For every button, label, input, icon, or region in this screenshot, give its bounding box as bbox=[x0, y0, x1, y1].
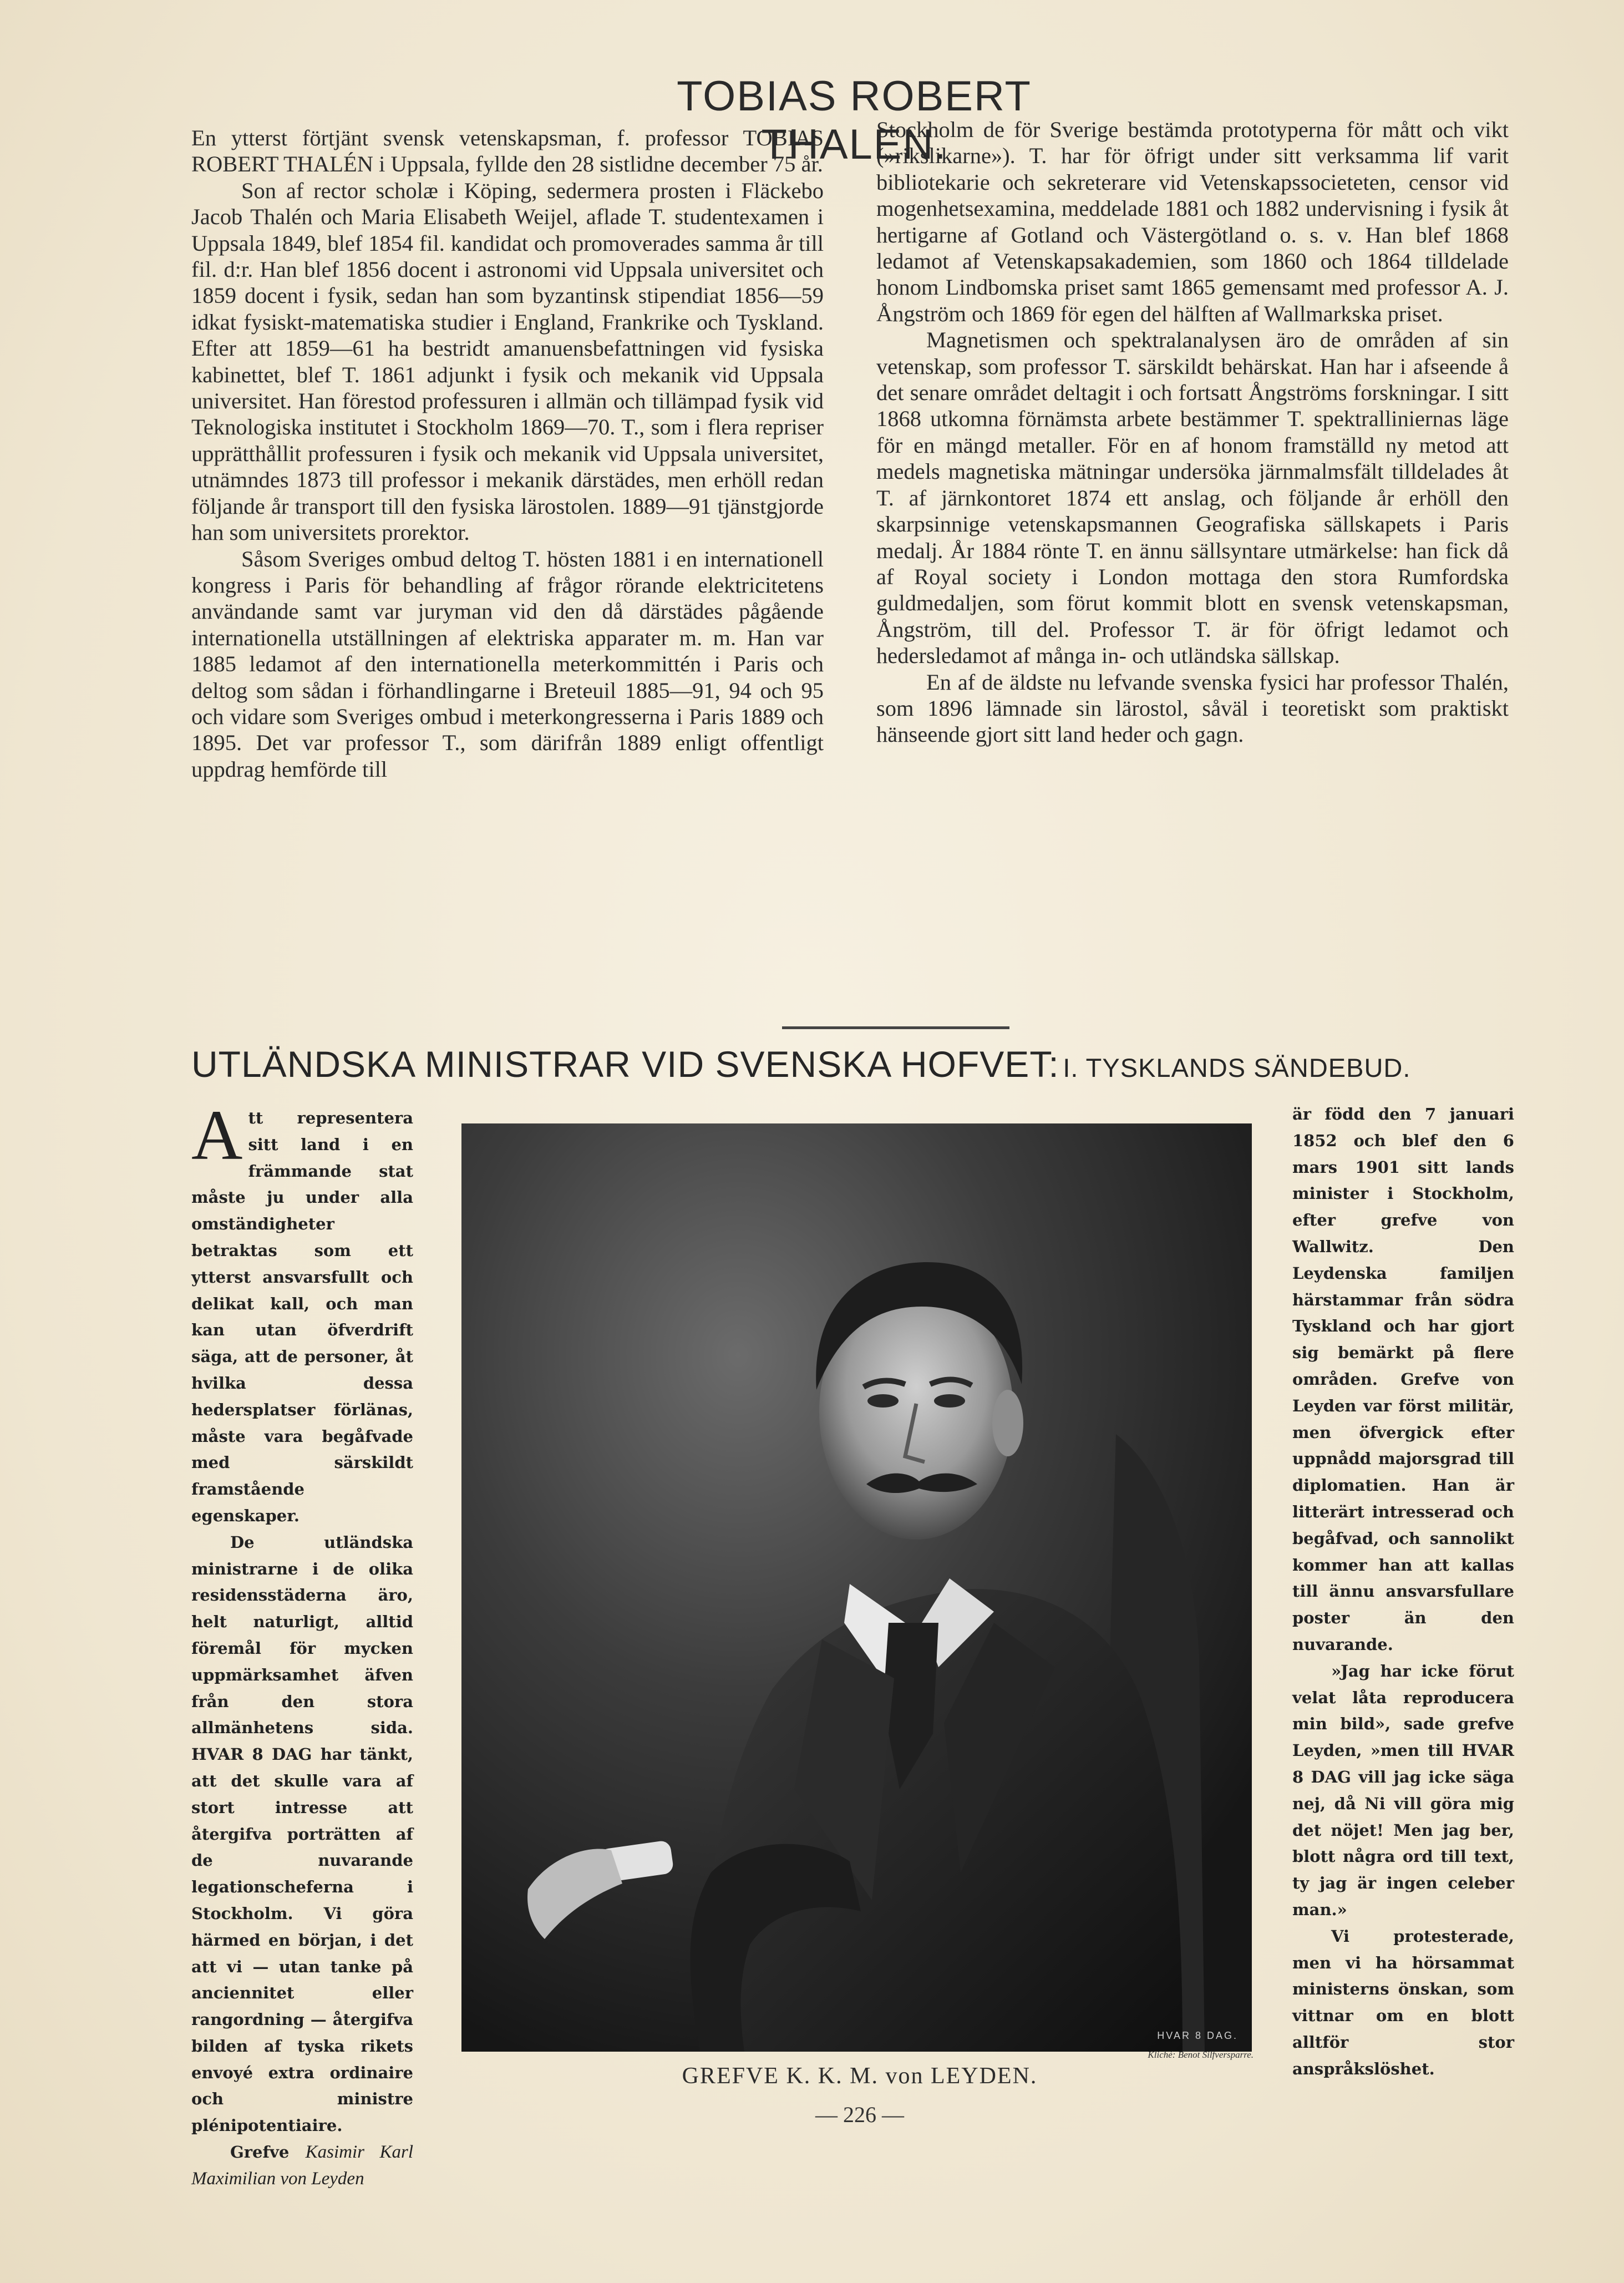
photo-caption: GREFVE K. K. M. von LEYDEN. bbox=[682, 2063, 1038, 2089]
narrow-column-right bbox=[1292, 1101, 1514, 2082]
paragraph bbox=[191, 2139, 413, 2193]
paragraph: Magnetismen och spektralanalysen äro de områden af sin vetenskap, som professor T. särskildt behärskat. Han har i afseende å det senare området deltagit i och fortsatt Ångströms forskningar. I sitt 1868 utkomna förnämsta arbete bestämmer T. spektralliniernas läge för en mängd metaller. För en af honom framställd ny metod att medels magnetiska mätningar undersöka järnmalmsfält tilldelades åt T. af järnkontoret 1874 ett anslag, och följande år erhöll den skarpsinnige vetenskapsmannen Geografiska sällskapets i Paris medalj. År 1884 rönte T. en ännu sällsyntare utmärkelse: han fick då af Royal society i London mottaga den stora Rumfordska guldmedaljen, som förut kommit blott en svensk vetenskapsman, Ångström, till del. Professor T. är för öfrigt ledamot och hedersledamot af många in- och utländska sällskap. bbox=[876, 327, 1509, 669]
article-title-ministrar bbox=[191, 1043, 1511, 1085]
paragraph-text: tt representera sitt land i en främmande stat måste ju under alla omständigheter betraktas som ett ytterst ansvarsfullt och delikat kall, och man kan utan öfverdrift säga, att de personer, åt hvilka dessa hedersplatser förlänas, måste vara begåfvade med särskildt framstående egenskaper. bbox=[191, 1108, 413, 1525]
portrait-photo bbox=[461, 1123, 1252, 2052]
paragraph: Såsom Sveriges ombud deltog T. hösten 1881 i en internationell kongress i Paris för behandling af frågor rörande elektricitetens användande samt var juryman vid den då därstädes pågående internationella utställningen af elektriska apparater m. m. Han var 1885 ledamot af den internationella meterkommittén i Paris och deltog som sådan i förhandlingarne i Breteuil 1885—91, 94 och 95 och vidare som Sveriges ombud i meterkongresserna i Paris 1889 och 1895. Det var professor T., som därifrån 1889 enligt offentligt uppdrag hemförde till bbox=[191, 546, 824, 782]
photo-credit: Kliché: Benot Silfversparre. bbox=[1148, 2049, 1253, 2060]
full-name: Kasimir Karl Maximilian von Leyden bbox=[191, 2142, 413, 2189]
page-number: — 226 — bbox=[815, 2102, 904, 2127]
paragraph: Stockholm de för Sverige bestämda prototyperna för mått och vikt (»rikslikarne»). T. har för öfrigt under sitt verksamma lif varit bibliotekarie och sekreterare vid Vetenskapssocieteten, censor vid mogenhetsexamina, meddelade 1881 och 1882 undervisning i fysik åt hertigarne af Gotland och Västergötland o. s. v. Han blef 1868 ledamot af Vetenskapsakademien, som 1860 och 1864 tilldelade honom Lindbomska priset samt 1865 gemensamt med professor A. J. Ångström och 1869 för egen del hälften af Wallmarkska priset. bbox=[876, 117, 1509, 326]
article-title-thalen: TOBIAS ROBERT THALEN. bbox=[677, 73, 1032, 168]
section-divider bbox=[782, 1026, 1009, 1029]
paragraph: Son af rector scholæ i Köping, sedermera prosten i Fläckebo Jacob Thalén och Maria Elisabeth Weijel, aflade T. studentexamen i Uppsala 1849, blef 1854 fil. kandidat och promoverades samma år till fil. d:r. Han blef 1856 docent i astronomi vid Uppsala universitet och 1859 docent i fysik, sedan han som byzantinsk stipendiat 1856—59 idkat fysiskt-matematiska studier i England, Frankrike och Tyskland. Efter att 1859—61 ha bestridt amanuensbefattningen vid fysiska kabinettet, blef T. 1861 adjunkt i fysik och mekanik vid Uppsala universitet. Han förestod professuren i allmän och tillämpad fysik vid Teknologiska institutet i Stockholm 1869—70. T., som i flera repriser upprätthållit professuren i fysik och mekanik vid Uppsala universitet, utnämndes 1873 till professor i mekanik därstädes, men erhöll redan följande år transport till den fysiska lärostolen. 1889—91 tjänstgjorde han som universitets prorektor. bbox=[191, 178, 824, 545]
paragraph bbox=[191, 1096, 413, 1530]
section-title-main: UTLÄNDSKA MINISTRAR VID SVENSKA HOFVET: bbox=[191, 1044, 1059, 1085]
paragraph: är född den 7 januari 1852 och blef den 6 mars 1901 sitt lands minister i Stockholm, efter grefve von Wallwitz. Den Leydenska familjen härstammar från södra Tyskland och har gjort sig bemärkt på flere områden. Grefve von Leyden var först militär, men öfvergick efter uppnådd majorsgrad till diplomatien. Han är litterärt intresserad och begåfvad, och sannolikt kommer han att kallas till ännu ansvarsfullare poster än den nuvarande. bbox=[1292, 1105, 1514, 1654]
article-column-left bbox=[191, 125, 824, 782]
paragraph: »Jag har icke förut velat låta reproducera min bild», sade grefve Leyden, »men till HVAR 8 DAG vill jag icke säga nej, då Ni vill göra mig det nöjet! Men jag ber, blott några ord till text, ty jag är ingen celeber man.» bbox=[1292, 1661, 1514, 1919]
photo-watermark: HVAR 8 DAG. bbox=[1157, 2030, 1238, 2041]
paragraph: De utländska ministrarne i de olika residensstäderna äro, helt naturligt, alltid föremål för mycken uppmärksamhet äfven från den stora allmänhetens sida. HVAR 8 DAG har tänkt, att det skulle vara af stort intresse att återgifva porträtten af de nuvarande legationscheferna i Stockholm. Vi göra härmed en början, i det att vi — utan tanke på anciennitet eller rangordning — återgifva bilden af tyska rikets envoyé extra ordinaire och ministre plénipotentiaire. bbox=[191, 1532, 413, 2135]
section-title-sub: I. TYSKLANDS SÄNDEBUD. bbox=[1063, 1053, 1411, 1082]
paragraph: En af de äldste nu lefvande svenska fysici har professor Thalén, som 1896 lämnade sin lärostol, såväl i teoretiskt som praktiskt hänseende gjort sitt land heder och gagn. bbox=[876, 669, 1509, 747]
name-prefix: Grefve bbox=[230, 2143, 290, 2162]
narrow-column-left bbox=[191, 1096, 413, 2193]
article-column-right bbox=[876, 117, 1509, 748]
paragraph: En ytterst förtjänt svensk vetenskapsman, f. professor TOBIAS ROBERT THALÉN i Uppsala, fyllde den 28 sistlidne december 75 år. bbox=[191, 125, 824, 177]
drop-cap: A bbox=[191, 1096, 243, 1175]
paragraph: Vi protesterade, men vi ha hörsammat ministerns önskan, som vittnar om en blott alltför stor anspråkslöshet. bbox=[1292, 1926, 1514, 2078]
portrait-illustration bbox=[461, 1123, 1252, 2052]
